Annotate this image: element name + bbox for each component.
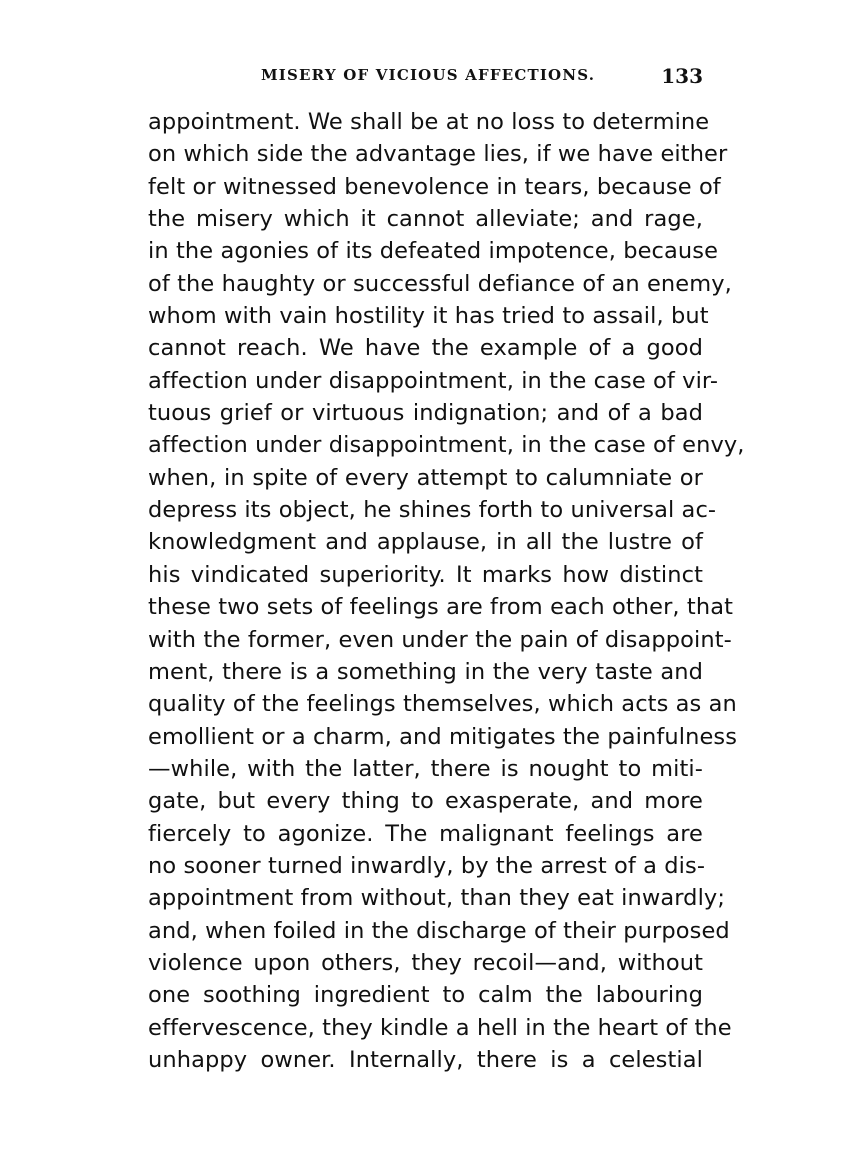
text-line: affection under disappointment, in the case of envy, bbox=[148, 432, 745, 459]
text-line: felt or witnessed benevolence in tears, because of bbox=[148, 173, 721, 200]
text-line: —while, with the latter, there is nought to miti- bbox=[148, 755, 703, 782]
text-line: in the agonies of its defeated impotence, because bbox=[148, 238, 719, 265]
running-head bbox=[148, 64, 703, 94]
text-line: his vindicated superiority. It marks how distinct bbox=[148, 561, 703, 588]
text-line: with the former, even under the pain of disappoint- bbox=[148, 626, 732, 653]
text-line: ment, there is a something in the very taste and bbox=[148, 658, 703, 685]
text-line: these two sets of feelings are from each other, that bbox=[148, 594, 734, 621]
text-line: one soothing ingredient to calm the labouring bbox=[148, 982, 703, 1009]
text-line: cannot reach. We have the example of a good bbox=[148, 335, 703, 362]
text-line: quality of the feelings themselves, which acts as an bbox=[148, 691, 737, 718]
text-line: whom with vain hostility it has tried to assail, but bbox=[148, 303, 709, 330]
text-line: emollient or a charm, and mitigates the painfulness bbox=[148, 723, 738, 750]
text-line: violence upon others, they recoil—and, without bbox=[148, 949, 703, 976]
text-line: of the haughty or successful defiance of an enemy, bbox=[148, 270, 732, 297]
text-line: on which side the advantage lies, if we have either bbox=[148, 141, 728, 168]
text-line: fiercely to agonize. The malignant feelings are bbox=[148, 820, 703, 847]
text-line: tuous grief or virtuous indignation; and of a bad bbox=[148, 400, 703, 427]
text-line: no sooner turned inwardly, by the arrest of a dis- bbox=[148, 852, 706, 879]
body-text bbox=[148, 106, 745, 1076]
page-number: 133 bbox=[661, 64, 703, 88]
text-line: appointment from without, than they eat inwardly; bbox=[148, 885, 726, 912]
text-line: knowledgment and applause, in all the lustre of bbox=[148, 529, 703, 556]
text-line: the misery which it cannot alleviate; and rage, bbox=[148, 206, 703, 233]
text-line: when, in spite of every attempt to calumniate or bbox=[148, 464, 703, 491]
text-line: appointment. We shall be at no loss to determine bbox=[148, 109, 710, 135]
text-line: affection under disappointment, in the case of vir- bbox=[148, 367, 719, 394]
running-title: MISERY OF VICIOUS AFFECTIONS. bbox=[261, 66, 596, 84]
text-line: effervescence, they kindle a hell in the heart of the bbox=[148, 1014, 732, 1041]
text-line: and, when foiled in the discharge of their purposed bbox=[148, 917, 730, 944]
text-line: gate, but every thing to exasperate, and more bbox=[148, 788, 703, 815]
text-line: unhappy owner. Internally, there is a celestial bbox=[148, 1046, 703, 1073]
text-line: depress its object, he shines forth to universal ac- bbox=[148, 497, 717, 524]
